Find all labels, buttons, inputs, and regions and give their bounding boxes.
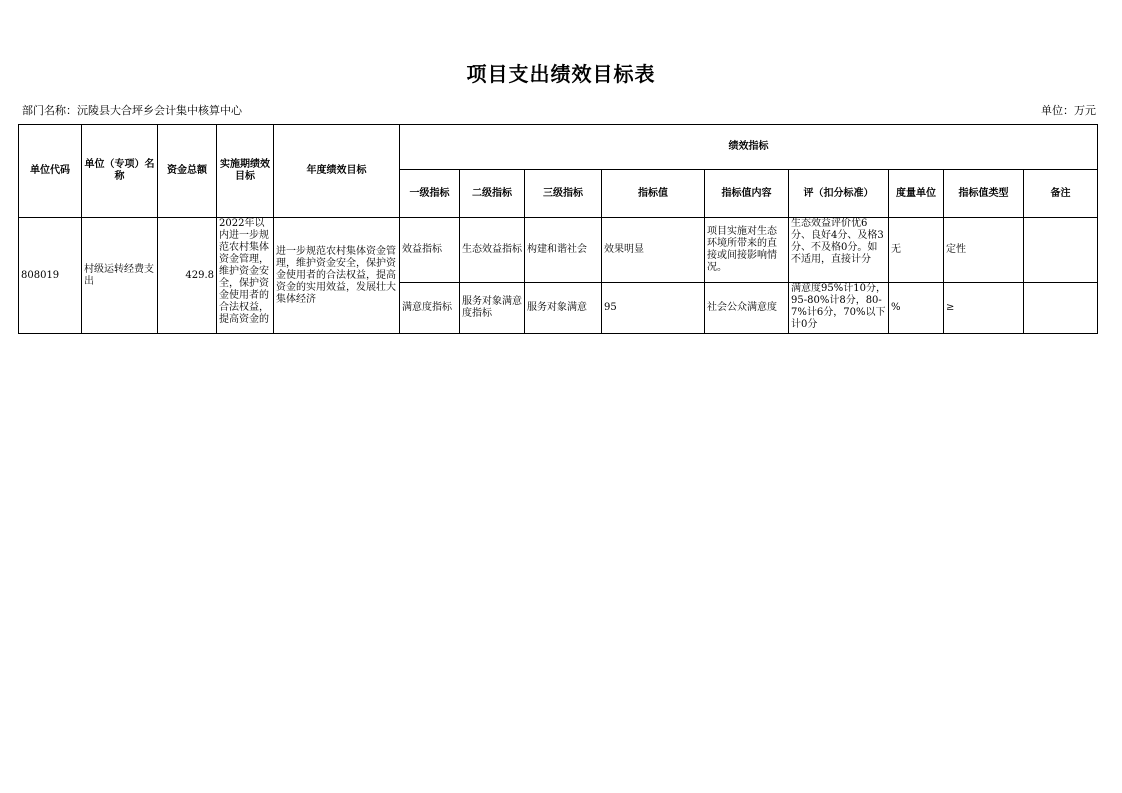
cell-scoring: 生态效益评价优6分、良好4分、及格3分、不及格0分。如不适用，直接计分 [791,218,884,265]
cell-level1: 满意度指标 [400,283,460,334]
cell-unit-name: 村级运转经费支出 [82,218,158,334]
cell-scoring-wrap [789,283,889,334]
cell-level1: 效益指标 [400,218,460,283]
header-level2: 二级指标 [460,170,525,218]
department-name: 部门名称：沅陵县大合坪乡会计集中核算中心 [22,104,242,117]
table-row [19,218,1098,283]
performance-table [18,124,1098,334]
cell-value-type: ≥ [944,283,1024,334]
unit-label: 单位：万元 [1041,104,1096,117]
cell-value-type: 定性 [944,218,1024,283]
cell-impl-goal: 2022年以内进一步规范农村集体资金管理，维护资金安全，保护资金使用者的合法权益，提高资金的 [219,218,269,325]
cell-value: 95 [602,283,705,334]
header-total-funds: 资金总额 [158,125,217,218]
cell-annual-goal: 进一步规范农村集体资金管理，维护资金安全，保护资金使用者的合法权益，提高资金的实用效益，发展壮大集体经济 [274,218,400,334]
cell-unit: 无 [889,218,944,283]
header-impl-goal: 实施期绩效目标 [217,125,274,218]
cell-impl-goal-wrap [217,218,274,334]
header-value: 指标值 [602,170,705,218]
header-level1: 一级指标 [400,170,460,218]
cell-content: 项目实施对生态环境所带来的直接或间接影响情况。 [705,218,789,283]
cell-level2: 生态效益指标 [460,218,525,283]
header-unit-code: 单位代码 [19,125,82,218]
header-indicators: 绩效指标 [400,125,1098,170]
cell-unit: % [889,283,944,334]
cell-total-funds: 429.8 [158,218,217,334]
cell-remark [1024,283,1098,334]
cell-scoring-wrap [789,218,889,283]
cell-remark [1024,218,1098,283]
header-content: 指标值内容 [705,170,789,218]
header-remark: 备注 [1024,170,1098,218]
page-title: 项目支出绩效目标表 [466,62,656,86]
cell-level3: 服务对象满意 [525,283,602,334]
header-unit: 度量单位 [889,170,944,218]
cell-level3: 构建和谐社会 [525,218,602,283]
cell-scoring: 满意度95%计10分，95-80%计8分，80-7%计6分，70%以下计0分 [791,283,886,330]
header-level3: 三级指标 [525,170,602,218]
cell-content: 社会公众满意度 [705,283,789,334]
header-annual-goal: 年度绩效目标 [274,125,400,218]
header-row-1 [19,125,1098,170]
cell-level2: 服务对象满意度指标 [460,283,525,334]
cell-unit-code: 808019 [19,218,82,334]
cell-value: 效果明显 [602,218,705,283]
header-unit-name: 单位（专项）名称 [82,125,158,218]
header-scoring: 评（扣分标准） [789,170,889,218]
header-value-type: 指标值类型 [944,170,1024,218]
